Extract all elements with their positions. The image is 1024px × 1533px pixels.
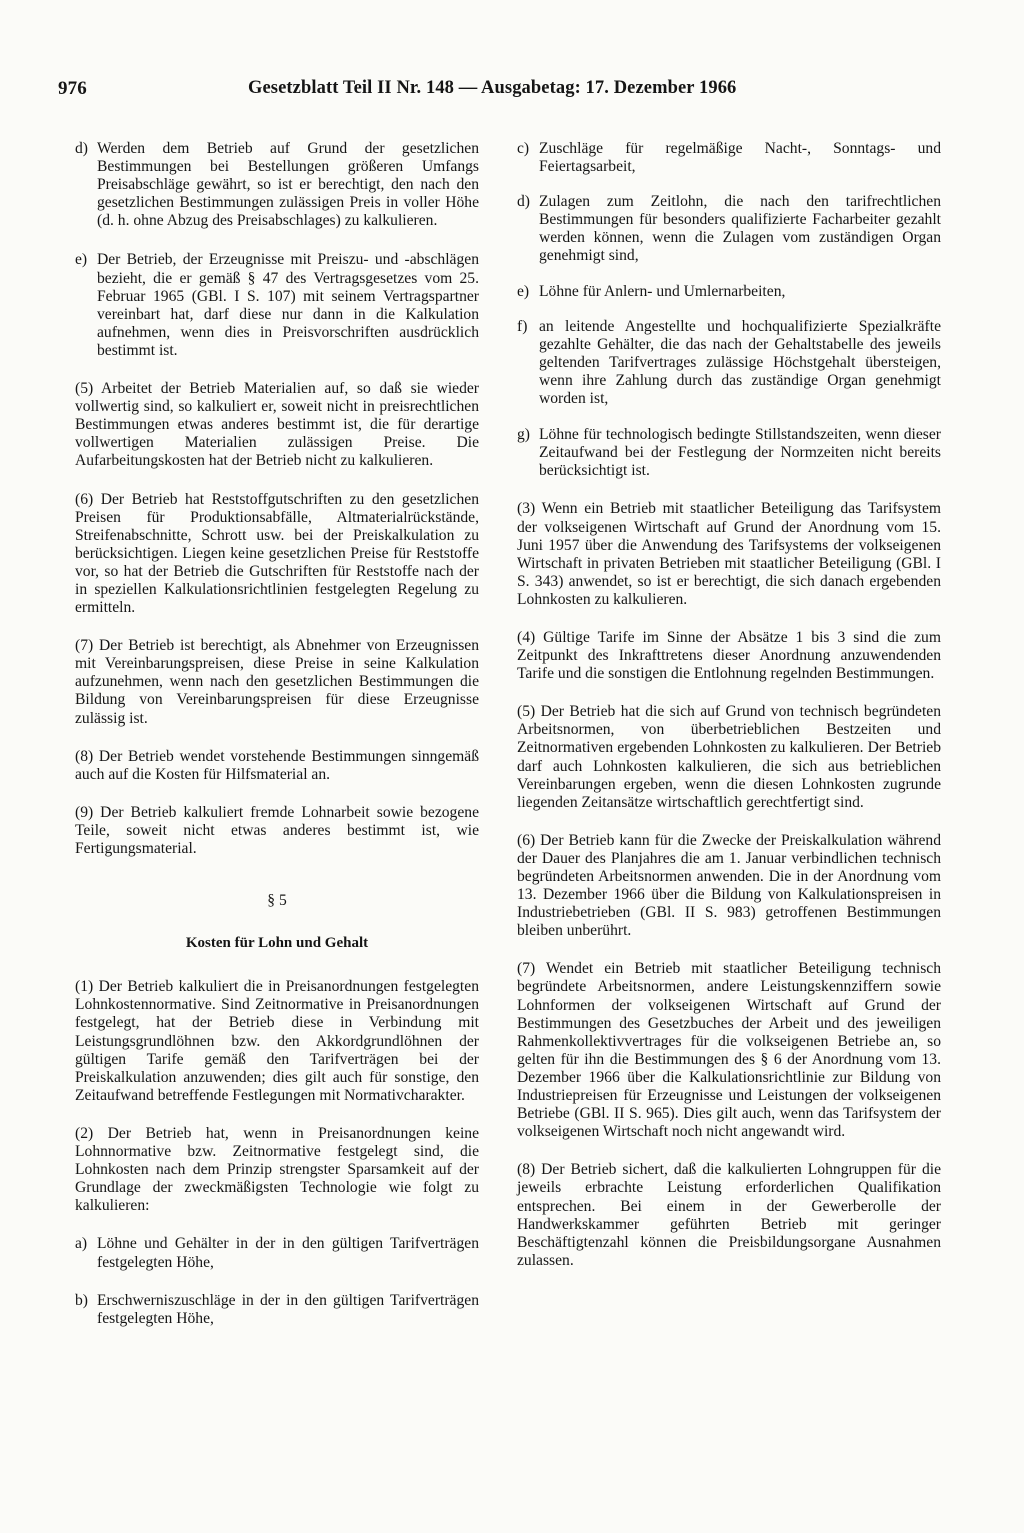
list-item-d [517,193,941,265]
list-item-g [517,426,941,480]
gazette-title: Gesetzblatt Teil II Nr. 148 — Ausgabetag: 17. Dezember 1966 [248,78,737,98]
list-item-b [75,1292,479,1328]
item-label: e) [75,251,88,269]
page-number: 976 [58,78,87,99]
section-title: Kosten für Lohn und Gehalt [185,935,369,952]
left-column [75,140,479,1328]
item-text: Erschwerniszuschläge in der in den gültigen Tarifverträgen festgelegten Höhe, [97,1291,479,1327]
paragraph-5: (5) Arbeitet der Betrieb Materialien auf, so daß sie wieder vollwertig sind, so kalkuliert er, soweit nicht in preisrechtlichen Bestimmungen etwas anderes bestimmt ist, die für derartige vollwertigen Materialien zulässigen Preise. Die Aufarbeitungskosten hat der Betrieb nicht zu kalkulieren. [75,380,479,470]
item-label: f) [517,317,528,335]
item-label: e) [517,282,530,300]
paragraph-4: (4) Gültige Tarife im Sinne der Absätze 1 bis 3 sind die zum Zeitpunkt des Inkrafttretens dieser Anordnung anzuwendenden Tarife und die sonstigen die Entlohnung regelnden Bestimmungen. [517,628,941,683]
list-item-c [517,140,941,176]
paragraph-5: (5) Der Betrieb hat die sich auf Grund von technisch begründeten Arbeitsnormen, von überbetrieblichen Bestzeiten und Zeitnormativen ergebenden Lohnkosten zu kalkulieren. Der Betrieb darf auch Lohnkosten kalkulieren, die sich aus betrieblichen Vereinbarungen ergeben, wenn die diesen Lohnkosten zugrunde liegenden Zeitansätze wirtschaftlich gerechtfertigt sind. [517,703,941,811]
item-label: c) [517,140,530,157]
item-text: Zulagen zum Zeitlohn, die nach den tarifrechtlichen Bestimmungen für besonders qualifizierte Facharbeiter gezahlt werden können, wenn die Zulagen vom zuständigen Organ genehmigt sind, [539,193,941,265]
paragraph-6: (6) Der Betrieb hat Reststoffgutschriften zu den gesetzlichen Preisen für Produktionsabfälle, Altmaterialrückstände, Streifenabschnitte, Schrott usw. bei der Preiskalkulation zu berücksichtigen. Liegen keine gesetzlichen Preise für Reststoffe vor, so hat der Betrieb die Gutschriften für Reststoffe nach der in speziellen Kalkulationsrichtlinien festgelegten Regelung zu ermitteln. [75,490,479,617]
list-item-f [517,318,941,408]
section5-paragraph-2: (2) Der Betrieb hat, wenn in Preisanordnungen keine Lohnnormative bzw. Zeitnormative festgelegt sind, die Lohnkosten nach dem Prinzip strengster Sparsamkeit auf der Grundlage der zweckmäßigsten Technologie wie folgt zu kalkulieren: [75,1124,479,1215]
list-item-e [517,283,941,301]
right-column [517,140,941,1270]
item-label: b) [75,1291,88,1309]
page-header [58,78,978,108]
paragraph-8: (8) Der Betrieb wendet vorstehende Bestimmungen sinngemäß auch auf die Kosten für Hilfsmaterial an. [75,747,479,783]
item-text: Der Betrieb, der Erzeugnisse mit Preiszu- und -abschlägen bezieht, die er gemäß § 47 des Vertragsgesetzes vom 25. Februar 1965 (GBl. I S. 107) mit seinem Vertragspartner vereinbart hat, darf diese nur dann in die Kalkulation aufnehmen, wenn dies in Preisvorschriften ausdrücklich bestimmt ist. [97,251,479,359]
paragraph-7: (7) Der Betrieb ist berechtigt, als Abnehmer von Erzeugnissen mit Vereinbarungspreisen, diese Preise in seine Kalkulation aufzunehmen, wenn nach den gesetzlichen Bestimmungen die Bildung von Vereinbarungspreisen für diese Erzeugnisse zulässig ist. [75,637,479,727]
item-text: Löhne für technologisch bedingte Stillstandszeiten, wenn dieser Zeitaufwand bei der Festlegung der Normzeiten nicht bereits berücksichtigt ist. [539,426,941,480]
item-text: Löhne für Anlern- und Umlernarbeiten, [539,282,786,300]
paragraph-6: (6) Der Betrieb kann für die Zwecke der Preiskalkulation während der Dauer des Planjahres die am 1. Januar verbindlichen technisch begründeten Arbeitsnormen anwenden. Die in der Anordnung vom 13. Dezember 1966 über die Bildung von Kalkulationspreisen in Industriebetrieben (GBl. II S. 983) getroffenen Bestimmungen bleiben unberührt. [517,831,941,940]
item-label: d) [75,140,88,157]
section-number: § 5 [267,892,287,910]
list-item-a [75,1235,479,1271]
item-text: Werden dem Betrieb auf Grund der gesetzlichen Bestimmungen bei Bestellungen größeren Umfangs Preisabschläge gewährt, so ist er berechtigt, den nach den gesetzlichen Bestimmungen zulässigen Preis in voller Höhe (d. h. ohne Abzug des Preisabschlages) zu kalkulieren. [97,140,479,230]
item-text: an leitende Angestellte und hochqualifizierte Spezialkräfte gezahlte Gehälter, die das nach der Gehaltstabelle des jeweils geltenden Tarifvertrages zulässige Höchstgehalt übersteigen, wenn ihre Zahlung durch das zuständige Organ genehmigt worden ist, [539,317,941,408]
item-text: Löhne und Gehälter in der in den gültigen Tarifverträgen festgelegten Höhe, [97,1235,479,1271]
item-text: Zuschläge für regelmäßige Nacht-, Sonntags- und Feiertagsarbeit, [539,140,941,176]
list-item-e [75,251,479,360]
item-label: a) [75,1235,88,1253]
section5-paragraph-1: (1) Der Betrieb kalkuliert die in Preisanordnungen festgelegten Lohnkostennormative. Sind Zeitnormative in Preisanordnungen festgelegt, hat der Betrieb diese in Verbindung mit Leistungsgrundlöhnen bzw. den Akkordgrundlöhnen der gültigen Tarife gemäß den Tarifverträgen bei der Preiskalkulation anzuwenden; dies gilt auch für sonstige, den Zeitaufwand betreffende Festlegungen mit Normativcharakter. [75,978,479,1104]
paragraph-8: (8) Der Betrieb sichert, daß die kalkulierten Lohngruppen für die jeweils erbrachte Leistung erforderlichen Qualifikation entsprechen. Bei einem in der Gewerberolle der Handwerkskammer geführten Betrieb mit geringer Beschäftigtenzahl können die Preisbildungsorgane Ausnahmen zulassen. [517,1161,941,1269]
paragraph-3: (3) Wenn ein Betrieb mit staatlicher Beteiligung das Tarifsystem der volkseigenen Wirtschaft auf Grund der Anordnung vom 15. Juni 1957 über die Anwendung des Tarifsystems der volkseigenen Wirtschaft in privaten Betrieben mit staatlicher Beteiligung (GBl. I S. 343) anwendet, so ist er berechtigt, die sich danach ergebenden Lohnkosten zu kalkulieren. [517,500,941,608]
list-item-d [75,140,479,230]
item-label: g) [517,426,530,444]
paragraph-9: (9) Der Betrieb kalkuliert fremde Lohnarbeit sowie bezogene Teile, soweit nicht etwas anderes bestimmt ist, wie Fertigungsmaterial. [75,803,479,857]
item-label: d) [517,193,530,211]
paragraph-7: (7) Wendet ein Betrieb mit staatlicher Beteiligung technisch begründete Arbeitsnormen, andere Leistungskennziffern sowie Lohnformen der volkseigenen Wirtschaft auf Grund der Bestimmungen des Gesetzbuches der Arbeit und des jeweiligen Rahmenkollektivvertrages für die volkseigenen Betriebe an, so gelten für ihn die Bestimmungen des § 6 der Anordnung vom 13. Dezember 1966 über die Kalkulationsrichtlinie zur Bildung von Industriepreisen für Erzeugnisse und Leistungen der volkseigenen Betriebe (GBl. II S. 965). Dies gilt auch, wenn das Tarifsystem der volkseigenen Wirtschaft noch nicht angewandt wird. [517,960,941,1141]
